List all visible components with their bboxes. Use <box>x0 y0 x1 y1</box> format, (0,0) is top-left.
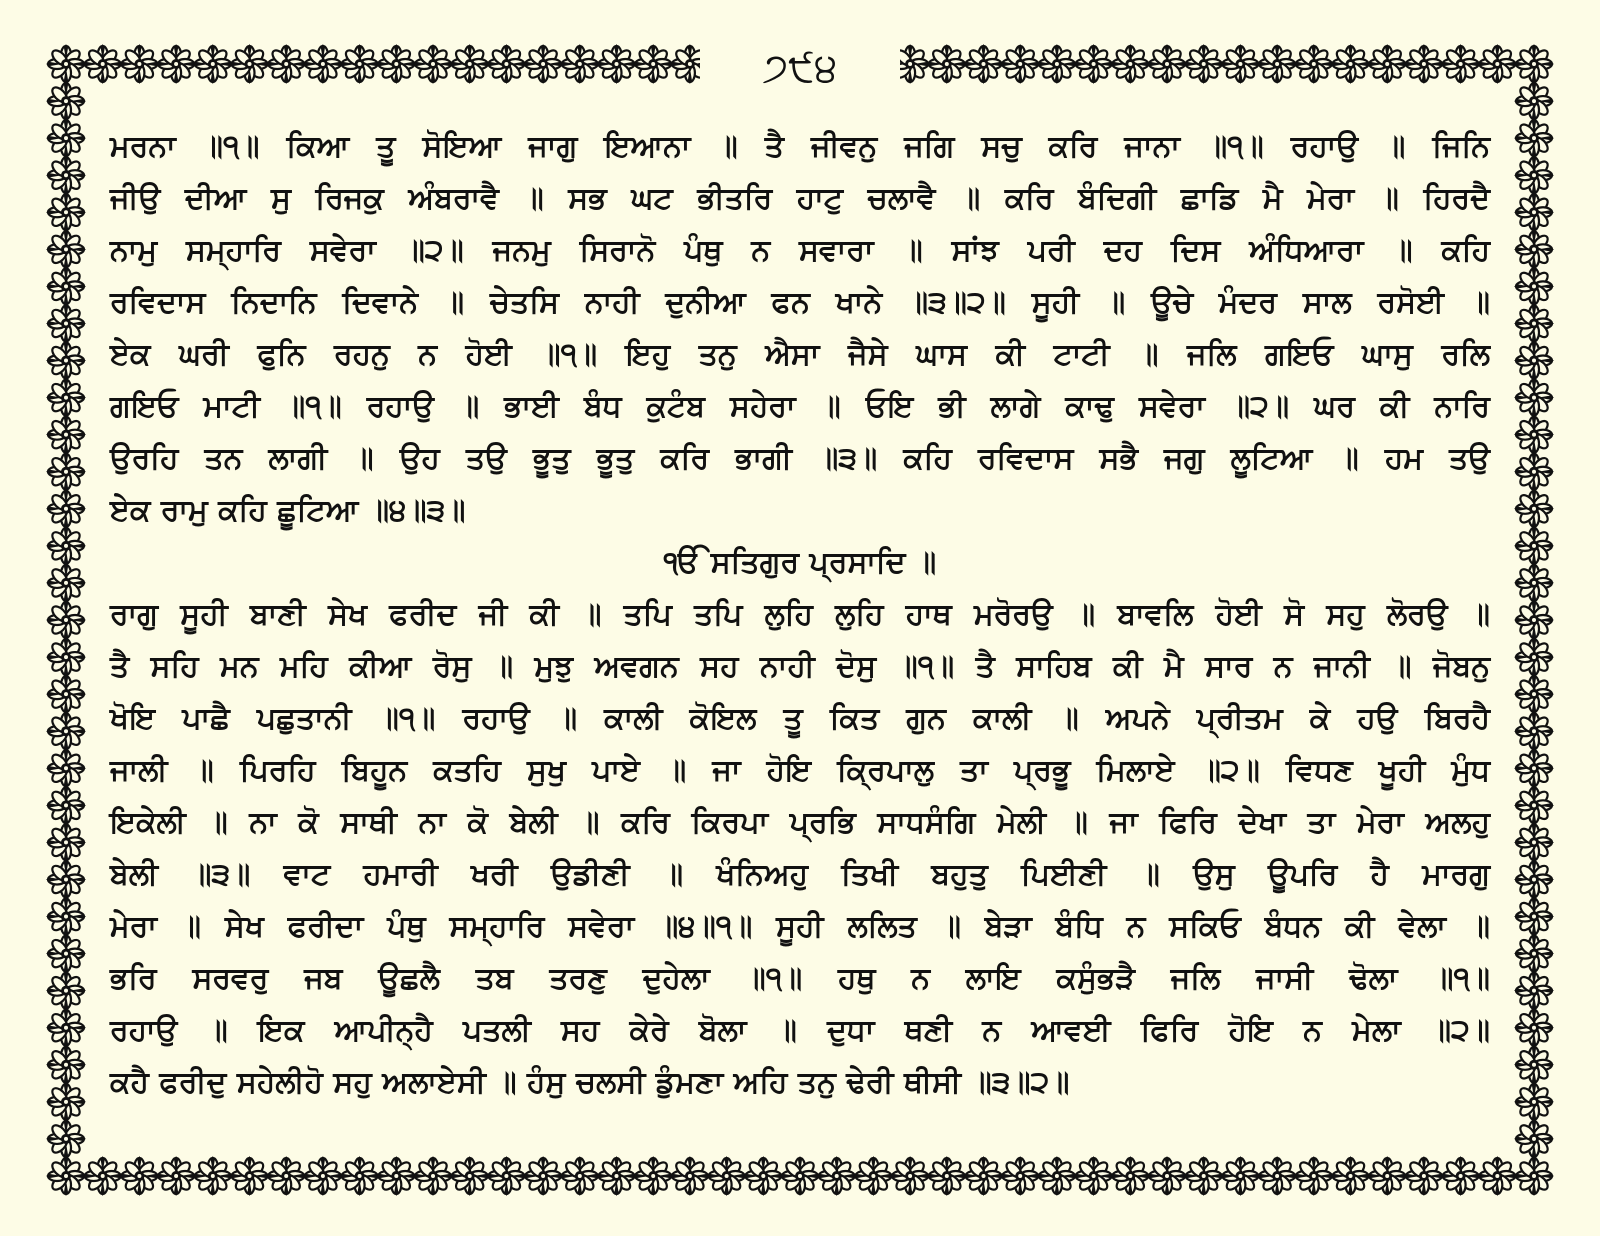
flower-icon <box>46 637 86 677</box>
flower-icon <box>1367 1156 1407 1196</box>
flower-icon <box>266 1156 306 1196</box>
flower-icon <box>743 1156 783 1196</box>
flower-icon <box>1367 44 1407 84</box>
flower-icon <box>119 1156 159 1196</box>
flower-icon <box>1220 44 1260 84</box>
text-line-17: ਰਹਾਉ ॥ ਇਕ ਆਪੀਨ੍ਹੈ ਪਤਲੀ ਸਹ ਕੇਰੇ ਬੋਲਾ ॥ ਦੁਧਾ ਥਣੀ ਨ ਆਵਈ ਫਿਰਿ ਹੋਇ ਨ ਮੇਲਾ ॥੨॥ <box>110 1013 1490 1048</box>
flower-icon <box>1514 1156 1554 1196</box>
flower-icon <box>1110 1156 1150 1196</box>
flower-icon <box>633 1156 673 1196</box>
flower-icon <box>1220 1156 1260 1196</box>
text-line-4: ਰਵਿਦਾਸ ਨਿਦਾਨਿ ਦਿਵਾਨੇ ॥ ਚੇਤਸਿ ਨਾਹੀ ਦੁਨੀਆ ਫਨ ਖਾਨੇ ॥੩॥੨॥ ਸੂਹੀ ॥ ਊਚੇ ਮੰਦਰ ਸਾਲ ਰਸੋਈ ॥ <box>110 285 1490 320</box>
flower-icon <box>707 1156 747 1196</box>
flower-icon <box>376 44 416 84</box>
flower-icon <box>1514 1082 1554 1122</box>
flower-icon <box>450 1156 490 1196</box>
flower-icon <box>46 600 86 640</box>
flower-icon <box>1514 489 1554 529</box>
flower-icon <box>46 378 86 418</box>
flower-icon <box>46 303 86 343</box>
text-line-5: ਏਕ ਘਰੀ ਫੁਨਿ ਰਹਨੁ ਨ ਹੋਈ ॥੧॥ ਇਹੁ ਤਨੁ ਐਸਾ ਜੈਸੇ ਘਾਸ ਕੀ ਟਾਟੀ ॥ ਜਲਿ ਗਇਓ ਘਾਸੁ ਰਲਿ <box>110 337 1490 372</box>
flower-icon <box>1514 785 1554 825</box>
flower-icon <box>1514 155 1554 195</box>
flower-icon <box>1000 44 1040 84</box>
flower-icon <box>1257 44 1297 84</box>
flower-icon <box>1514 600 1554 640</box>
flower-icon <box>413 44 453 84</box>
flower-icon <box>1441 1156 1481 1196</box>
flower-icon <box>46 711 86 751</box>
flower-icon <box>1000 1156 1040 1196</box>
flower-icon <box>46 1045 86 1085</box>
flower-icon <box>450 44 490 84</box>
text-line-15: ਮੇਰਾ ॥ ਸੇਖ ਫਰੀਦਾ ਪੰਥੁ ਸਮ੍ਹਾਰਿ ਸਵੇਰਾ ॥੪॥੧॥ ਸੂਹੀ ਲਲਿਤ ॥ ਬੇੜਾ ਬੰਧਿ ਨ ਸਕਿਓ ਬੰਧਨ ਕੀ ਵੇਲਾ ॥ <box>110 909 1490 944</box>
flower-icon <box>927 1156 967 1196</box>
flower-icon <box>119 44 159 84</box>
flower-icon <box>890 1156 930 1196</box>
flower-icon <box>1037 1156 1077 1196</box>
flower-icon <box>964 44 1004 84</box>
flower-icon <box>156 1156 196 1196</box>
flower-icon <box>1514 452 1554 492</box>
flower-icon <box>1514 118 1554 158</box>
flower-icon <box>1514 266 1554 306</box>
flower-icon <box>46 452 86 492</box>
flower-icon <box>1294 1156 1334 1196</box>
flower-icon <box>46 229 86 269</box>
flower-icon <box>1514 971 1554 1011</box>
flower-icon <box>1110 44 1150 84</box>
flower-icon <box>1514 1008 1554 1048</box>
flower-icon <box>1184 44 1224 84</box>
flower-icon <box>46 971 86 1011</box>
flower-icon <box>1074 44 1114 84</box>
flower-icon <box>230 44 270 84</box>
flower-icon <box>1514 378 1554 418</box>
flower-icon <box>46 415 86 455</box>
flower-icon <box>670 1156 710 1196</box>
flower-icon <box>1514 1045 1554 1085</box>
flower-icon <box>46 934 86 974</box>
flower-icon <box>46 44 86 84</box>
flower-icon <box>927 44 967 84</box>
flower-icon <box>1514 1119 1554 1159</box>
flower-icon <box>486 1156 526 1196</box>
flower-icon <box>193 1156 233 1196</box>
flower-icon <box>46 1156 86 1196</box>
flower-icon <box>1514 822 1554 862</box>
flower-icon <box>1477 1156 1517 1196</box>
flower-icon <box>1514 303 1554 343</box>
page-number: ੭੯੪ <box>762 45 838 91</box>
flower-icon <box>46 192 86 232</box>
flower-icon <box>46 1082 86 1122</box>
flower-icon <box>817 1156 857 1196</box>
flower-icon <box>1514 229 1554 269</box>
flower-icon <box>597 1156 637 1196</box>
flower-icon <box>1514 711 1554 751</box>
flower-icon <box>193 44 233 84</box>
flower-icon <box>1514 859 1554 899</box>
flower-icon <box>46 341 86 381</box>
flower-icon <box>1404 44 1444 84</box>
text-line-11: ਖੋਇ ਪਾਛੈ ਪਛੁਤਾਨੀ ॥੧॥ ਰਹਾਉ ॥ ਕਾਲੀ ਕੋਇਲ ਤੂ ਕਿਤ ਗੁਨ ਕਾਲੀ ॥ ਅਪਨੇ ਪ੍ਰੀਤਮ ਕੇ ਹਉ ਬਿਰਹੈ <box>110 701 1490 736</box>
flower-icon <box>376 1156 416 1196</box>
flower-icon <box>1404 1156 1444 1196</box>
flower-icon <box>1147 44 1187 84</box>
flower-icon <box>633 44 673 84</box>
flower-icon <box>46 674 86 714</box>
flower-icon <box>46 1119 86 1159</box>
page-number-area <box>700 40 900 96</box>
flower-icon <box>83 1156 123 1196</box>
flower-icon <box>1037 44 1077 84</box>
text-line-9: ਰਾਗੁ ਸੂਹੀ ਬਾਣੀ ਸੇਖ ਫਰੀਦ ਜੀ ਕੀ ॥ ਤਪਿ ਤਪਿ ਲੁਹਿ ਲੁਹਿ ਹਾਥ ਮਰੋਰਉ ॥ ਬਾਵਲਿ ਹੋਈ ਸੋ ਸਹੁ ਲੋਰਉ ॥ <box>110 597 1490 632</box>
flower-icon <box>46 489 86 529</box>
text-line-1: ਮਰਨਾ ॥੧॥ ਕਿਆ ਤੂ ਸੋਇਆ ਜਾਗੁ ਇਆਨਾ ॥ ਤੈ ਜੀਵਨੁ ਜਗਿ ਸਚੁ ਕਰਿ ਜਾਨਾ ॥੧॥ ਰਹਾਉ ॥ ਜਿਨਿ <box>110 129 1490 164</box>
flower-icon <box>1331 1156 1371 1196</box>
flower-icon <box>1514 748 1554 788</box>
text-line-3: ਨਾਮੁ ਸਮ੍ਹਾਰਿ ਸਵੇਰਾ ॥੨॥ ਜਨਮੁ ਸਿਰਾਨੋ ਪੰਥੁ ਨ ਸਵਾਰਾ ॥ ਸਾਂਝ ਪਰੀ ਦਹ ਦਿਸ ਅੰਧਿਆਰਾ ॥ ਕਹਿ <box>110 233 1490 268</box>
flower-icon <box>597 44 637 84</box>
flower-icon <box>1514 897 1554 937</box>
flower-icon <box>46 563 86 603</box>
flower-icon <box>340 1156 380 1196</box>
text-line-10: ਤੈ ਸਹਿ ਮਨ ਮਹਿ ਕੀਆ ਰੋਸੁ ॥ ਮੁਝੁ ਅਵਗਨ ਸਹ ਨਾਹੀ ਦੋਸੁ ॥੧॥ ਤੈ ਸਾਹਿਬ ਕੀ ਮੈ ਸਾਰ ਨ ਜਾਨੀ ॥ ਜੋਬਨੁ <box>110 649 1490 684</box>
flower-icon <box>1514 415 1554 455</box>
text-line-7: ਉਰਹਿ ਤਨ ਲਾਗੀ ॥ ਉਹ ਤਉ ਭੂਤੁ ਭੂਤੁ ਕਰਿ ਭਾਗੀ ॥੩॥ ਕਹਿ ਰਵਿਦਾਸ ਸਭੈ ਜਗੁ ਲੂਟਿਆ ॥ ਹਮ ਤਉ <box>110 441 1490 476</box>
mool-mantar-heading: ੴ ਸਤਿਗੁਰ ਪ੍ਰਸਾਦਿ ॥ <box>663 545 937 580</box>
text-line-16: ਭਰਿ ਸਰਵਰੁ ਜਬ ਊਛਲੈ ਤਬ ਤਰਣੁ ਦੁਹੇਲਾ ॥੧॥ ਹਥੁ ਨ ਲਾਇ ਕਸੁੰਭੜੈ ਜਲਿ ਜਾਸੀ ਢੋਲਾ ॥੧॥ <box>110 961 1490 996</box>
flower-icon <box>1477 44 1517 84</box>
flower-icon <box>486 44 526 84</box>
text-line-13: ਇਕੇਲੀ ॥ ਨਾ ਕੋ ਸਾਥੀ ਨਾ ਕੋ ਬੇਲੀ ॥ ਕਰਿ ਕਿਰਪਾ ਪ੍ਰਭਿ ਸਾਧਸੰਗਿ ਮੇਲੀ ॥ ਜਾ ਫਿਰਿ ਦੇਖਾ ਤਾ ਮੇਰਾ ਅਲਹੁ <box>110 805 1490 840</box>
flower-icon <box>1184 1156 1224 1196</box>
flower-icon <box>1514 192 1554 232</box>
text-line-8: ਏਕ ਰਾਮੁ ਕਹਿ ਛੂਟਿਆ ॥੪॥੩॥ <box>110 493 466 528</box>
flower-icon <box>1514 563 1554 603</box>
flower-icon <box>83 44 123 84</box>
flower-icon <box>560 1156 600 1196</box>
flower-icon <box>1514 44 1554 84</box>
flower-icon <box>46 118 86 158</box>
flower-icon <box>413 1156 453 1196</box>
flower-icon <box>46 897 86 937</box>
flower-icon <box>46 785 86 825</box>
flower-icon <box>46 859 86 899</box>
flower-icon <box>46 266 86 306</box>
flower-icon <box>230 1156 270 1196</box>
flower-icon <box>1294 44 1334 84</box>
flower-icon <box>1514 934 1554 974</box>
flower-icon <box>46 748 86 788</box>
flower-icon <box>1514 81 1554 121</box>
flower-icon <box>1147 1156 1187 1196</box>
flower-icon <box>523 44 563 84</box>
flower-icon <box>46 155 86 195</box>
text-line-2: ਜੀਉ ਦੀਆ ਸੁ ਰਿਜਕੁ ਅੰਬਰਾਵੈ ॥ ਸਭ ਘਟ ਭੀਤਰਿ ਹਾਟੁ ਚਲਾਵੈ ॥ ਕਰਿ ਬੰਦਿਗੀ ਛਾਡਿ ਮੈ ਮੇਰਾ ॥ ਹਿਰਦੈ <box>110 181 1490 216</box>
flower-icon <box>1514 526 1554 566</box>
text-line-18: ਕਹੈ ਫਰੀਦੁ ਸਹੇਲੀਹੋ ਸਹੁ ਅਲਾਏਸੀ ॥ ਹੰਸੁ ਚਲਸੀ ਡੁੰਮਣਾ ਅਹਿ ਤਨੁ ਢੇਰੀ ਥੀਸੀ ॥੩॥੨॥ <box>110 1065 1070 1100</box>
flower-icon <box>303 44 343 84</box>
flower-icon <box>1257 1156 1297 1196</box>
flower-icon <box>1074 1156 1114 1196</box>
flower-icon <box>1514 637 1554 677</box>
flower-icon <box>46 81 86 121</box>
text-line-6: ਗਇਓ ਮਾਟੀ ॥੧॥ ਰਹਾਉ ॥ ਭਾਈ ਬੰਧ ਕੁਟੰਬ ਸਹੇਰਾ ॥ ਓਇ ਭੀ ਲਾਗੇ ਕਾਢੁ ਸਵੇਰਾ ॥੨॥ ਘਰ ਕੀ ਨਾਰਿ <box>110 389 1490 424</box>
flower-icon <box>46 1008 86 1048</box>
flower-icon <box>46 526 86 566</box>
flower-icon <box>156 44 196 84</box>
text-line-14: ਬੇਲੀ ॥੩॥ ਵਾਟ ਹਮਾਰੀ ਖਰੀ ਉਡੀਣੀ ॥ ਖੰਨਿਅਹੁ ਤਿਖੀ ਬਹੁਤੁ ਪਿਈਣੀ ॥ ਉਸੁ ਊਪਰਿ ਹੈ ਮਾਰਗੁ <box>110 857 1490 892</box>
flower-icon <box>1331 44 1371 84</box>
flower-icon <box>523 1156 563 1196</box>
flower-icon <box>560 44 600 84</box>
flower-icon <box>266 44 306 84</box>
flower-icon <box>303 1156 343 1196</box>
flower-icon <box>780 1156 820 1196</box>
flower-icon <box>964 1156 1004 1196</box>
flower-icon <box>1514 341 1554 381</box>
flower-icon <box>1441 44 1481 84</box>
scripture-text <box>110 122 1490 1122</box>
text-line-12: ਜਾਲੀ ॥ ਪਿਰਹਿ ਬਿਹੂਨ ਕਤਹਿ ਸੁਖੁ ਪਾਏ ॥ ਜਾ ਹੋਇ ਕ੍ਰਿਪਾਲੁ ਤਾ ਪ੍ਰਭੂ ਮਿਲਾਏ ॥੨॥ ਵਿਧਣ ਖੂਹੀ ਮੁੰਧ <box>110 753 1490 788</box>
flower-icon <box>340 44 380 84</box>
flower-icon <box>853 1156 893 1196</box>
flower-icon <box>46 822 86 862</box>
flower-icon <box>1514 674 1554 714</box>
